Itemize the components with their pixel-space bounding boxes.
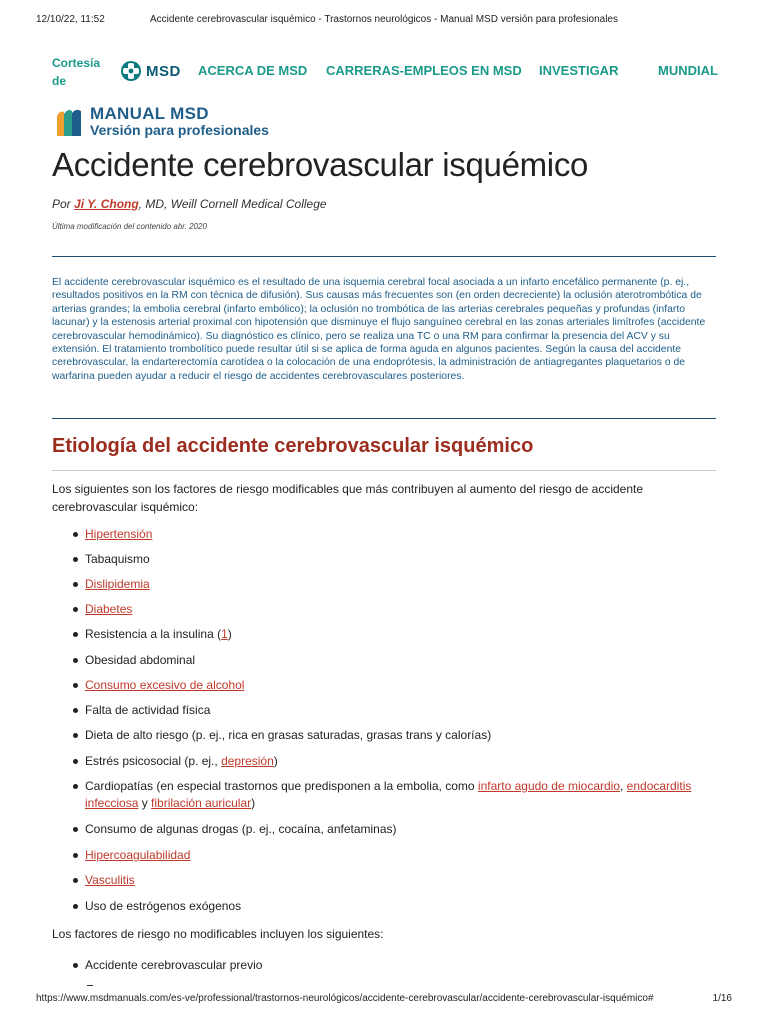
list-item: [52, 626, 712, 652]
list-item: [52, 526, 712, 551]
divider: [52, 418, 716, 419]
list-item: [52, 727, 712, 753]
article-summary: El accidente cerebrovascular isquémico es el resultado de una isquemia cerebral focal asociada a un infarto encefálico permanente (p. ej., resultados positivos en la RM con técnica de difusión). Sus causas más frecuentes son (en orden decreciente) la oclusión aterotrombótica de arterias grandes; la embolia cerebral (infarto embólico); la oclusión no trombótica de las arterias cerebrales pequeñas y profundas (infarto lacunar) y la estenosis arterial proximal con hipotensión que disminuye el flujo sanguíneo cerebral en las zonas arteriales limítrofes (accidente cerebrovascular hemodinámico). Su diagnóstico es clínico, pero se realiza una TC o una RM para confirmar la presencia del ACV y su extensión. El tratamiento trombolítico puede resultar útil si se aplica de forma aguda en algunos pacientes. Según la causa del accidente cerebrovascular, la endarterectomía carotídea o la colocación de una endoprótesis, la administración de antiagregantes plaquetarios o de warfarina pueden ayudar a reducir el riesgo de accidentes cerebrovasculares posteriores.: [52, 277, 706, 382]
bullet: [73, 827, 78, 832]
link-endocarditis[interactable]: endocarditis infecciosa: [85, 779, 692, 810]
nonmodifiable-risk-list: [52, 957, 712, 974]
bullet: [73, 557, 78, 562]
print-page-number: 1/16: [712, 993, 732, 1004]
section-intro: Los siguientes son los factores de riesgo modificables que más contribuyen al aumento del riesgo de accidente cerebrovascular isquémico:: [52, 482, 644, 514]
nav-acerca-de-msd[interactable]: ACERCA DE MSD: [198, 63, 308, 78]
list-item: [52, 898, 712, 918]
print-header: [0, 14, 768, 28]
list-item: [52, 753, 712, 778]
author-link[interactable]: Ji Y. Chong: [74, 197, 139, 211]
bullet: [73, 708, 78, 713]
nav-carreras-empleos[interactable]: CARRERAS-EMPLEOS EN MSD: [326, 63, 522, 78]
divider: [52, 470, 716, 471]
item-text: Dieta de alto riesgo (p. ej., rica en grasas saturadas, grasas trans y calorías): [85, 728, 492, 742]
msd-logo-text: MSD: [146, 62, 181, 80]
msd-logo[interactable]: [120, 60, 181, 82]
item-text: Cardiopatías (en especial trastornos que predisponen a la embolia, como: [85, 779, 478, 793]
top-navigation: [52, 52, 732, 92]
page-title: Accidente cerebrovascular isquémico: [52, 146, 589, 183]
list-item: [52, 872, 712, 898]
bullet: [73, 878, 78, 883]
item-text: ): [273, 754, 278, 768]
byline-affiliation: , MD, Weill Cornell Medical College: [138, 197, 327, 211]
bullet: [73, 658, 78, 663]
bullet: [73, 904, 78, 909]
manual-msd-book-icon: [54, 106, 84, 138]
print-url: https://www.msdmanuals.com/es-ve/professional/trastornos-neurológicos/accidente-cerebrovascular/accidente-cerebrovascular-isquémico#: [36, 993, 654, 1004]
print-footer: [0, 993, 768, 1007]
item-text: ): [227, 627, 232, 641]
divider: [52, 256, 716, 257]
last-updated: Última modificación del contenido abr. 2020: [52, 222, 207, 231]
bullet: [73, 683, 78, 688]
item-text: Uso de estrógenos exógenos: [85, 899, 242, 913]
link-hipertension[interactable]: Hipertensión: [85, 527, 153, 541]
section-title: Etiología del accidente cerebrovascular isquémico: [52, 435, 534, 457]
item-text: Obesidad abdominal: [85, 653, 196, 667]
list-item: [52, 551, 712, 576]
item-text: Accidente cerebrovascular previo: [85, 958, 263, 972]
list-item: [52, 847, 712, 872]
print-datetime: 12/10/22, 11:52: [36, 14, 105, 25]
list-item: [52, 601, 712, 626]
brand-name: MANUAL MSD: [90, 104, 209, 123]
link-consumo-alcohol[interactable]: Consumo excesivo de alcohol: [85, 678, 245, 692]
link-depresion[interactable]: depresión: [221, 754, 274, 768]
modifiable-risk-list: [52, 526, 712, 918]
list-item: [52, 576, 712, 601]
bullet: [73, 963, 78, 968]
link-diabetes[interactable]: Diabetes: [85, 602, 133, 616]
byline-prefix: Por: [52, 197, 71, 211]
nav-mundial[interactable]: MUNDIAL: [658, 63, 718, 78]
bullet: [73, 784, 78, 789]
print-doc-title: Accidente cerebrovascular isquémico - Trastornos neurológicos - Manual MSD versión para profesionales: [150, 14, 618, 25]
item-text: Falta de actividad física: [85, 703, 211, 717]
bullet: [73, 607, 78, 612]
item-text: ,: [620, 779, 627, 793]
item-text: y: [138, 796, 152, 810]
item-text: Consumo de algunas drogas (p. ej., cocaína, anfetaminas): [85, 822, 397, 836]
link-hipercoagulabilidad[interactable]: Hipercoagulabilidad: [85, 848, 191, 862]
list-item: [52, 677, 712, 702]
bullet: [73, 582, 78, 587]
msd-cross-logo-icon: [120, 60, 142, 82]
item-text: ): [251, 796, 256, 810]
list-item: [52, 702, 712, 727]
courtesy-label: Cortesía de: [52, 56, 101, 88]
bullet: [73, 853, 78, 858]
item-text: Estrés psicosocial (p. ej.,: [85, 754, 222, 768]
bullet: [73, 759, 78, 764]
item-text: Resistencia a la insulina (: [85, 627, 222, 641]
byline: [52, 197, 327, 211]
link-vasculitis[interactable]: Vasculitis: [85, 873, 135, 887]
item-text: Tabaquismo: [85, 552, 150, 566]
nav-investigar[interactable]: INVESTIGAR: [539, 63, 619, 78]
reference-link[interactable]: 1: [221, 627, 228, 641]
brand-subtitle: Versión para profesionales: [90, 122, 269, 138]
bullet: [73, 733, 78, 738]
list-item: [52, 778, 712, 821]
manual-msd-brand[interactable]: [54, 104, 269, 140]
bullet: [73, 632, 78, 637]
link-dislipidemia[interactable]: Dislipidemia: [85, 577, 150, 591]
list-item: [52, 652, 712, 677]
list-item: [52, 821, 712, 847]
bullet: [73, 532, 78, 537]
brand-text: [90, 105, 269, 139]
link-fibrilacion-auricular[interactable]: fibrilación auricular: [151, 796, 252, 810]
list-item: [52, 957, 712, 974]
link-infarto-miocardio[interactable]: infarto agudo de miocardio: [477, 779, 620, 793]
nonmodifiable-intro: Los factores de riesgo no modificables incluyen los siguientes:: [52, 927, 384, 941]
cut-off-list-item: [87, 985, 93, 986]
